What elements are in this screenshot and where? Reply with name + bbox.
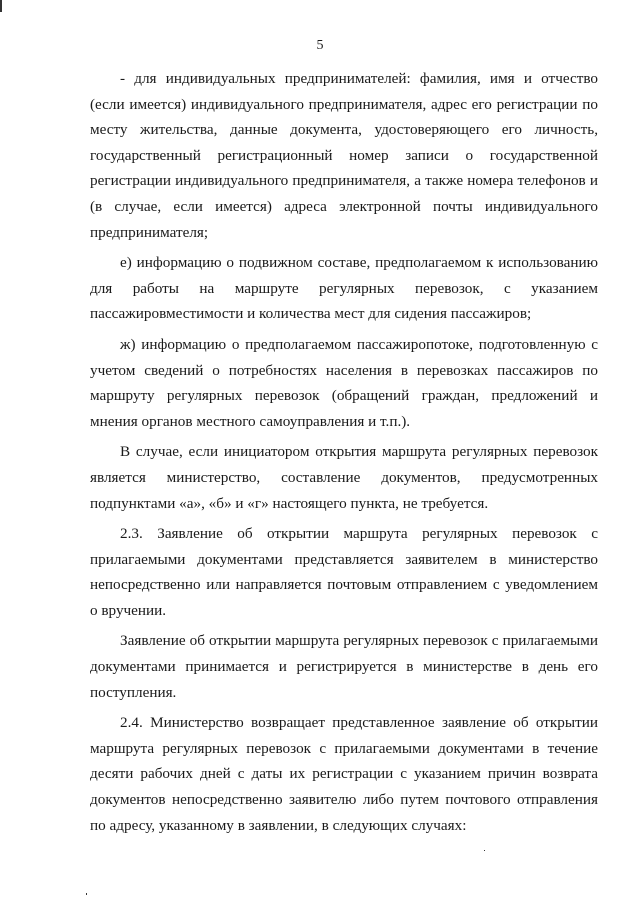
paragraph-entrepreneur-details: - для индивидуальных предпринимателей: фамилия, имя и отчество (если имеется) индивидуального предпринимателя, адрес его регистрации по месту жительства, данные документа, удостоверяющего его личность, государственный регистрационный номер записи о государственной регистрации индивидуального предпринимателя, а также номера телефонов и (в случае, если имеется) адреса электронной почты индивидуального предпринимателя;	[90, 70, 598, 241]
paragraph-2-4: 2.4. Министерство возвращает представленное заявление об открытии маршрута регулярных перевозок с прилагаемыми документами в течение десяти рабочих дней с даты их регистрации с указанием причин возврата документов непосредственно заявителю либо путем почтового отправления по адресу, указанному в заявлении, в следующих случаях:	[90, 714, 598, 834]
paragraph-ministry-initiator: В случае, если инициатором открытия маршрута регулярных перевозок является министерство, составление документов, предусмотренных подпунктами «а», «б» и «г» настоящего пункта, не требуется.	[90, 443, 598, 512]
paragraph-item-zh: ж) информацию о предполагаемом пассажиропотоке, подготовленную с учетом сведений о потребностях населения в перевозках пассажиров по маршруту регулярных перевозок (обращений граждан, предложений и мнения органов местного самоуправления и т.п.).	[90, 335, 598, 430]
scan-dot	[86, 893, 87, 895]
scan-dot	[484, 850, 485, 851]
paragraph-2-3: 2.3. Заявление об открытии маршрута регулярных перевозок с прилагаемыми документами представляется заявителем в министерство непосредственно или направляется почтовым отправлением с уведомлением о вручении.	[90, 525, 598, 619]
document-body	[90, 66, 598, 838]
paragraph-registration: Заявление об открытии маршрута регулярных перевозок с прилагаемыми документами принимается и регистрируется в министерстве в день его поступления.	[90, 632, 598, 701]
paragraph-item-e: е) информацию о подвижном составе, предполагаемом к использованию для работы на маршруте регулярных перевозок, с указанием пассажировместимости и количества мест для сидения пассажиров;	[90, 254, 598, 323]
page-number: 5	[316, 38, 324, 53]
scan-mark	[0, 0, 2, 12]
